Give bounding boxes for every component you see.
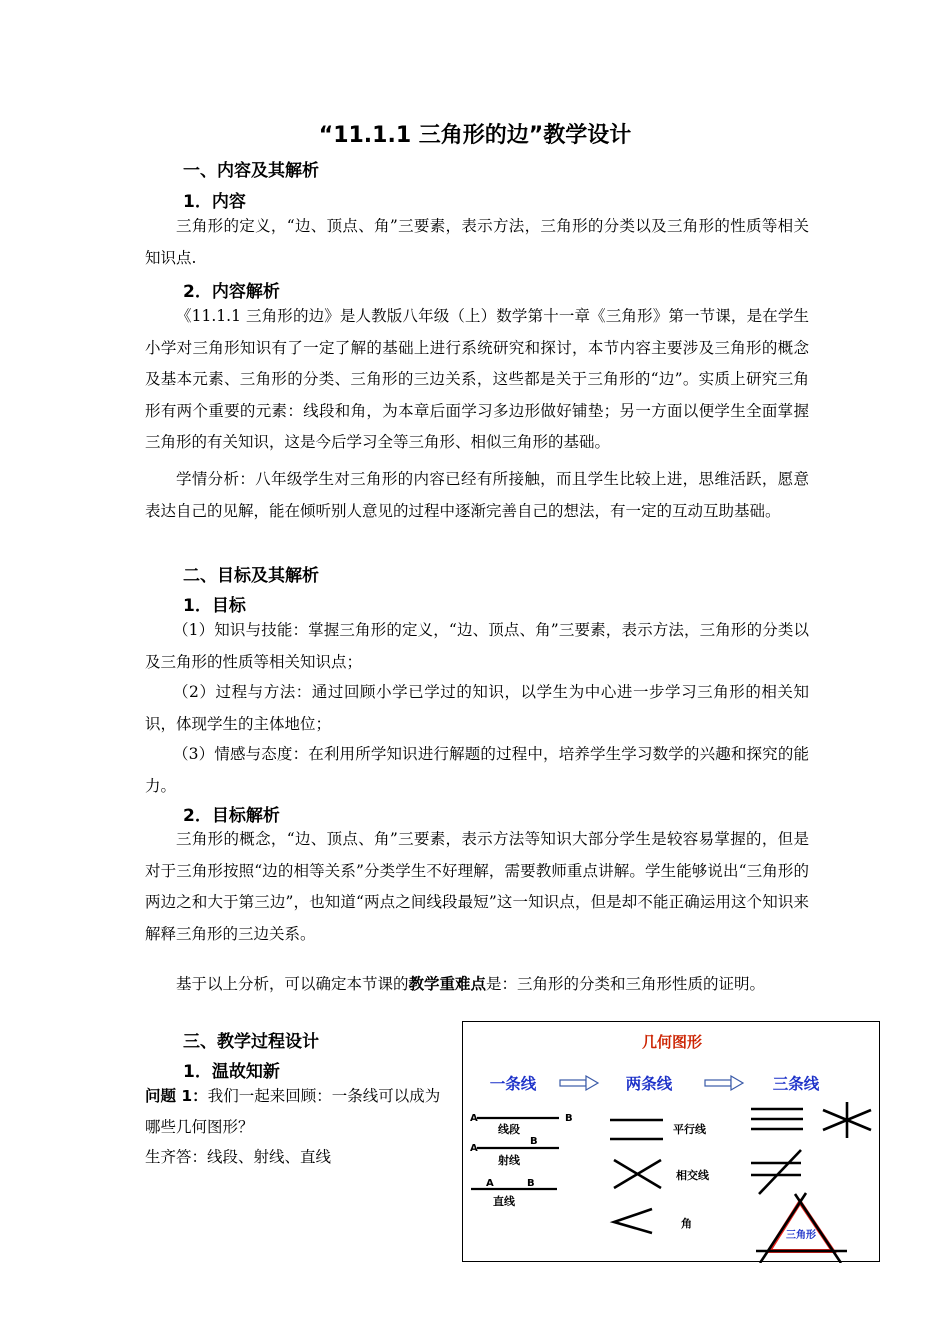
- goal-item-3: （3）情感与态度：在利用所学知识进行解题的过程中，培养学生学习数学的兴趣和探究的能力。: [145, 745, 809, 795]
- section2-heading: 二、目标及其解析: [183, 566, 319, 586]
- section3-heading: 三、教学过程设计: [183, 1032, 319, 1052]
- line-label: 直线: [493, 1195, 515, 1208]
- transversal-line: [759, 1150, 801, 1194]
- angle-shape: [614, 1209, 652, 1233]
- segment-label: 线段: [498, 1123, 520, 1136]
- goal-item-2: （2）过程与方法：通过回顾小学已学过的知识，以学生为中心进一步学习三角形的相关知识，体现学生的主体地位；: [145, 683, 809, 733]
- question-text: 我们一起来回顾：一条线可以成为哪些几何图形？: [145, 1087, 441, 1136]
- segment-point-b: B: [565, 1113, 573, 1124]
- section1-sub2-heading: 2．内容解析: [183, 282, 280, 302]
- summary-pre: 基于以上分析，可以确定本节课的: [176, 975, 409, 993]
- goal-item-1: （1）知识与技能：掌握三角形的定义，“边、顶点、角”三要素，表示方法，三角形的分类以及三角形的性质等相关知识点；: [145, 621, 809, 671]
- section1-heading: 一、内容及其解析: [183, 161, 319, 181]
- segment-point-a: A: [470, 1113, 478, 1124]
- geometry-figure-svg: [463, 1022, 881, 1263]
- section1-analysis-para: 《11.1.1 三角形的边》是人教版八年级（上）数学第十一章《三角形》第一节课，是在学生小学对三角形知识有了一定了解的基础上进行系统研究和探讨，本节内容主要涉及三角形的概念及基本元素、三角形的分类、三角形的三边关系，这些都是关于三角形的“边”。实质上研究三角形有两个重要的元素：线段和角，为本章后面学习多边形做好铺垫；另一方面以便学生全面掌握三角形的有关知识，这是今后学习全等三角形、相似三角形的基础。: [145, 307, 809, 451]
- page-title: “11.1.1 三角形的边”教学设计: [318, 123, 632, 148]
- figure-title: 几何图形: [641, 1033, 703, 1051]
- section1-content-para: 三角形的定义，“边、顶点、角”三要素，表示方法，三角形的分类以及三角形的性质等相关知识点.: [145, 217, 809, 267]
- arrow-right-icon: [560, 1076, 598, 1090]
- ray-point-a: A: [470, 1143, 478, 1154]
- figure-col1-heading: 一条线: [489, 1075, 537, 1093]
- geometry-figure: [462, 1021, 880, 1262]
- section3-sub1-heading: 1．温故知新: [183, 1062, 280, 1082]
- line-point-b: B: [527, 1178, 535, 1189]
- triangle-label: 三角形: [786, 1230, 816, 1241]
- learner-analysis-para: 学情分析：八年级学生对三角形的内容已经有所接触，而且学生比较上进，思维活跃，愿意表达自己的见解，能在倾听别人意见的过程中逐渐完善自己的想法，有一定的互动互助基础。: [145, 470, 809, 520]
- intersect-label: 相交线: [676, 1169, 709, 1182]
- figure-col2-heading: 两条线: [625, 1075, 673, 1093]
- summary-bold: 教学重难点: [408, 975, 487, 993]
- figure-col3-heading: 三条线: [772, 1075, 820, 1093]
- question-label: 问题 1：: [145, 1087, 208, 1105]
- ray-point-b: B: [530, 1136, 538, 1147]
- section2-sub2-heading: 2．目标解析: [183, 806, 280, 826]
- student-answer: 生齐答：线段、射线、直线: [145, 1148, 332, 1166]
- question-1: [145, 1081, 450, 1143]
- angle-label: 角: [681, 1217, 692, 1230]
- line-point-a: A: [486, 1178, 494, 1189]
- summary-para: [145, 969, 809, 1001]
- arrow-right-icon: [705, 1076, 743, 1090]
- goal-analysis-para: 三角形的概念，“边、顶点、角”三要素，表示方法等知识大部分学生是较容易掌握的，但是对于三角形按照“边的相等关系”分类学生不好理解，需要教师重点讲解。学生能够说出“三角形的两边之和大于第三边”，也知道“两点之间线段最短”这一知识点，但是却不能正确运用这个知识来解释三角形的三边关系。: [145, 830, 809, 943]
- triangle-shape: [769, 1202, 833, 1251]
- parallel-label: 平行线: [673, 1123, 706, 1136]
- ray-label: 射线: [498, 1154, 520, 1167]
- summary-post: 是：三角形的分类和三角形性质的证明。: [486, 975, 766, 993]
- section2-sub1-heading: 1．目标: [183, 596, 246, 616]
- section1-sub1-heading: 1．内容: [183, 192, 246, 212]
